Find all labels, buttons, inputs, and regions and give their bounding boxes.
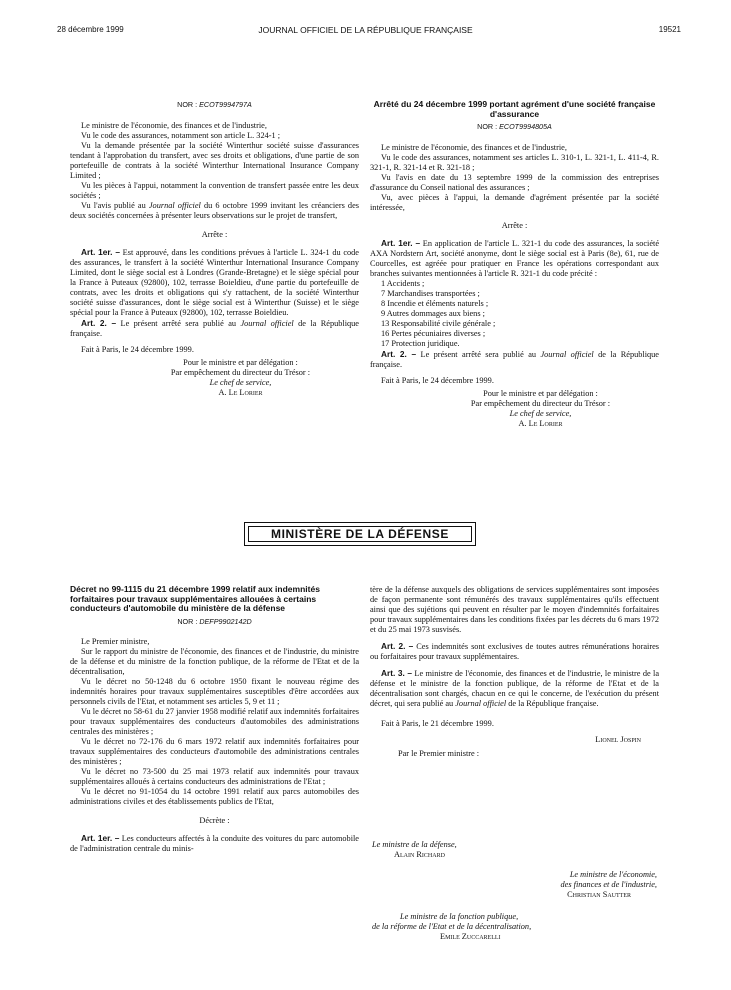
article-2: Art. 2. – Ces indemnités sont exclusives de toutes autres rémunérations horaires ou forfaitaires pour travaux supplémentaires. bbox=[370, 641, 660, 661]
header-date: 28 décembre 1999 bbox=[57, 25, 124, 34]
arrete-axa bbox=[370, 100, 659, 429]
paragraph: Vu la demande présentée par la société Winterthur société suisse d'assurances tendant à l'approbation du transfert, avec ses droits et obligations, d'une partie de son portefeuille de contrats à la société Winterthur International Insurance Company Limited ; bbox=[70, 141, 359, 180]
ministry-banner bbox=[244, 522, 476, 546]
article-2: Art. 2. – Le présent arrêté sera publié au Journal officiel de la République française. bbox=[70, 318, 359, 338]
list-item: 13 Responsabilité civile générale ; bbox=[381, 319, 496, 328]
nor-reference: NOR : DEFP9902142D bbox=[177, 616, 252, 626]
arrete-heading: Arrête : bbox=[501, 221, 528, 230]
list-item: 1 Accidents ; bbox=[381, 279, 425, 288]
list-item: 9 Autres dommages aux biens ; bbox=[381, 309, 485, 318]
paragraph: Vu l'avis publié au Journal officiel du 6 octobre 1999 invitant les créanciers des deux sociétés concernées à présenter leurs observations sur le projet de transfert, bbox=[70, 201, 359, 220]
list-item: 17 Protection juridique. bbox=[381, 339, 460, 348]
paragraph: Le ministre de l'économie, des finances et de l'industrie, bbox=[381, 143, 567, 152]
decree-title: Arrêté du 24 décembre 1999 portant agrément d'une société française d'assurance bbox=[373, 99, 656, 119]
paragraph: Vu le décret no 73-500 du 25 mai 1973 relatif aux indemnités pour travaux supplémentaires alloués à certains conducteurs des administrations de l'Etat ; bbox=[70, 766, 359, 786]
paragraph: Vu le décret no 50-1248 du 6 octobre 1950 fixant le nouveau régime des indemnités horaires pour travaux supplémentaires susceptibles d'être accordées aux personnels civils de l'Etat, et notamment ses articles 5, 9 et 11 ; bbox=[70, 676, 359, 706]
fait-line: Fait à Paris, le 21 décembre 1999. bbox=[381, 719, 494, 728]
paragraph: Vu le décret no 58-61 du 27 janvier 1958 modifié relatif aux indemnités forfaitaires pour travaux supplémentaires des conducteurs d'automobiles des administrations centrales des ministères ; bbox=[70, 706, 359, 736]
list-item: 7 Marchandises transportées ; bbox=[381, 289, 480, 298]
paragraph: Vu le code des assurances, notamment son article L. 324-1 ; bbox=[81, 131, 281, 140]
article-1: Art. 1er. – En application de l'article L. 321-1 du code des assurances, la société AXA Nordstern Art, société anonyme, dont le siège social est à Paris (8e), 61, rue de Courcelles, est agréée pour pratiquer en France les opérations correspondant aux branches suivantes mentionnées à l'article R. 321-1 du code précité : bbox=[370, 238, 659, 278]
defense-minister-name: Alain Richard bbox=[394, 850, 445, 859]
nor-reference: NOR : ECOT9994797A bbox=[177, 100, 252, 109]
ministry-title: MINISTÈRE DE LA DÉFENSE bbox=[248, 526, 472, 542]
article-1: Art. 1er. – Les conducteurs affectés à la conduite des voitures du parc automobile de l'administration centrale du minis- bbox=[70, 832, 359, 853]
decret-defense bbox=[70, 585, 359, 854]
header-page-number: 19521 bbox=[658, 25, 681, 34]
paragraph: Vu le code des assurances, notamment ses articles L. 310-1, L. 321-1, L. 411-4, R. 321-1, R. 321-14 et R. 321-18 ; bbox=[370, 153, 659, 172]
paragraph: Vu l'avis en date du 13 septembre 1999 de la commission des entreprises d'assurance du Conseil national des assurances ; bbox=[370, 173, 659, 192]
economy-minister-name: Christian Sautter bbox=[567, 890, 631, 899]
paragraph: Le Premier ministre, bbox=[81, 636, 150, 646]
article-1: Art. 1er. – Est approuvé, dans les conditions prévues à l'article L. 324-1 du code des assurances, le transfert à la société Winterthur International Insurance Company Limited, dont le siège social est à Londres (Grande-Bretagne) et le siège spécial pour la France à Puteaux (92800), 102, terrasse Boieldieu, d'une partie du portefeuille de contrats, avec les droits et obligations qui s'y rattachent, de la société Winterthur société suisse d'assurances, dont le siège social est à Winterthur (Suisse) et le siège spécial pour la France à Puteaux (92800), 102, terrasse Boieldieu. bbox=[70, 247, 359, 317]
paragraph: Le ministre de l'économie, des finances et de l'industrie, bbox=[81, 121, 267, 130]
paragraph: Vu le décret no 91-1054 du 14 octobre 1991 relatif aux parcs automobiles des administrations civiles et des établissements publics de l'Etat, bbox=[70, 786, 359, 806]
header-journal-title: JOURNAL OFFICIEL DE LA RÉPUBLIQUE FRANÇAISE bbox=[258, 25, 473, 35]
public-service-minister-name: Emile Zuccarelli bbox=[440, 932, 501, 941]
decret-defense-continued bbox=[370, 585, 659, 759]
minister-signatures bbox=[372, 840, 659, 942]
arrete-heading: Arrête : bbox=[201, 230, 228, 239]
arrete-winterthur bbox=[70, 100, 359, 398]
decree-title: Décret no 99-1115 du 21 décembre 1999 relatif aux indemnités forfaitaires pour travaux supplémentaires allouées à certains conducteurs d'automobile du ministère de la défense bbox=[70, 584, 320, 613]
public-service-minister-role: Le ministre de la fonction publique, bbox=[400, 912, 519, 921]
signature-block: Pour le ministre et par délégation : Par empêchement du directeur du Trésor : Le chef de service, A. Le Lorier bbox=[170, 358, 311, 397]
signature-block: Pour le ministre et par délégation : Par empêchement du directeur du Trésor : Le chef de service, A. Le Lorier bbox=[470, 389, 611, 428]
fait-line: Fait à Paris, le 24 décembre 1999. bbox=[81, 345, 194, 354]
paragraph: Sur le rapport du ministre de l'économie, des finances et de l'industrie, du ministre de la défense et du ministre de la fonction publique, de la réforme de l'Etat et de la décentralisation, bbox=[70, 646, 359, 676]
defense-minister-role: Le ministre de la défense, bbox=[372, 840, 457, 849]
article-3: Art. 3. – Le ministre de l'économie, des finances et de l'industrie, le ministre de la défense et le ministre de la fonction publique, de la réforme de l'Etat et de la décentralisation sont chargés, chacun en ce qui le concerne, de l'exécution du présent décret, qui sera publié au Journal officiel de la République française. bbox=[370, 668, 660, 708]
signature-par: Par le Premier ministre : bbox=[398, 749, 480, 758]
list-item: 8 Incendie et éléments naturels ; bbox=[381, 299, 489, 308]
paragraph: tère de la défense auxquels des obligations de services supplémentaires sont imposées de façon permanente sont rémunérés des travaux supplémentaires qu'ils effectuent ainsi que des sujétions qui peuvent en résulter par le moyen d'indemnités forfaitaires pour travaux supplémentaires dans les conditions fixées par les décrets du 6 mars 1972 et du 25 mai 1973 susvisés. bbox=[370, 585, 659, 634]
economy-minister-role: Le ministre de l'économie, bbox=[569, 870, 657, 879]
nor-reference: NOR : ECOT9994805A bbox=[477, 122, 552, 131]
economy-minister-role-2: des finances et de l'industrie, bbox=[560, 880, 657, 889]
list-item: 16 Pertes pécuniaires diverses ; bbox=[381, 329, 486, 338]
paragraph: Vu les pièces à l'appui, notamment la convention de transfert passée entre les deux sociétés ; bbox=[70, 181, 359, 200]
paragraph: Vu, avec pièces à l'appui, la demande d'agrément présentée par la société intéressée, bbox=[370, 193, 659, 212]
paragraph: Vu le décret no 72-176 du 6 mars 1972 relatif aux indemnités forfaitaires pour travaux supplémentaires des conducteurs d'automobile des administrations centrales des ministères ; bbox=[70, 736, 359, 766]
public-service-minister-role-2: de la réforme de l'Etat et de la décentralisation, bbox=[372, 922, 532, 931]
decrete-heading: Décrète : bbox=[199, 815, 230, 825]
article-2: Art. 2. – Le présent arrêté sera publié au Journal officiel de la République française. bbox=[370, 349, 659, 369]
prime-minister-name: Lionel Jospin bbox=[595, 735, 641, 744]
fait-line: Fait à Paris, le 24 décembre 1999. bbox=[381, 376, 494, 385]
